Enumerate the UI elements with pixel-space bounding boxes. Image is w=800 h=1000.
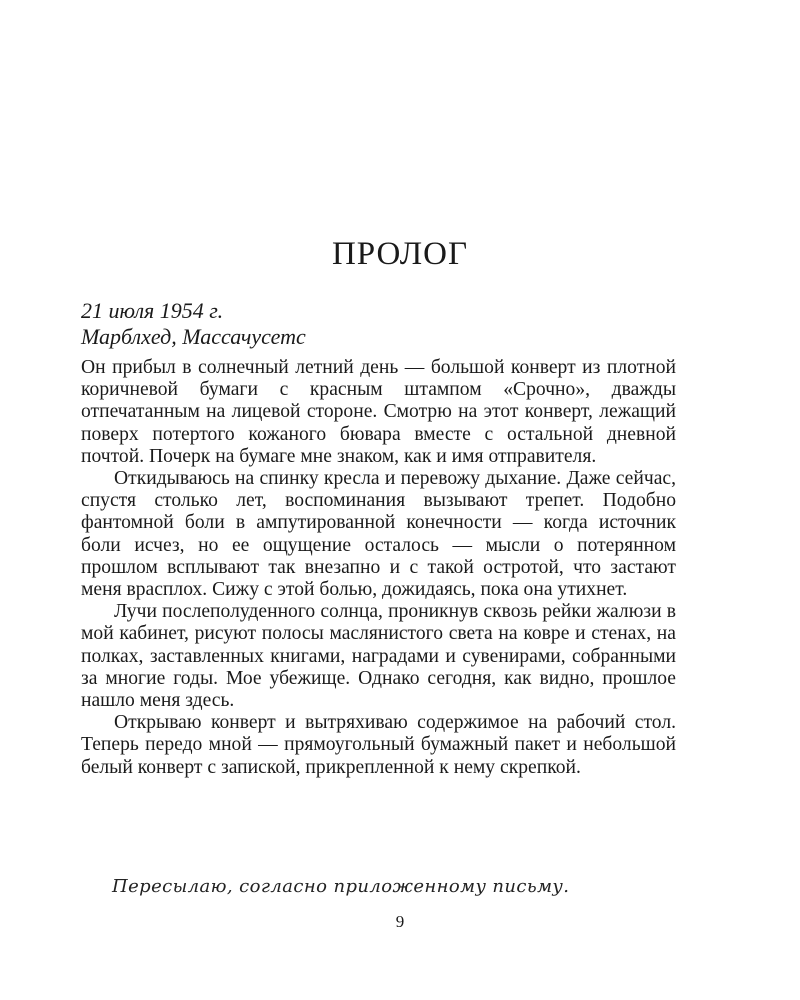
page-number: 9 [395, 912, 405, 931]
paragraph: Открываю конверт и вытряхиваю содержимое на рабочий стол. Теперь передо мной — прямоугольный бумажный пакет и небольшой белый конверт с запиской, прикрепленной к нему скрепкой. [81, 712, 676, 778]
body-text [81, 357, 676, 779]
handwritten-note: Пересылаю, согласно приложенному письму. [112, 876, 570, 897]
dateline-date: 21 июля 1954 г. [81, 298, 224, 323]
chapter-title: ПРОЛОГ [331, 236, 469, 272]
dateline [81, 298, 306, 350]
paragraph: Он прибыл в солнечный летний день — большой конверт из плотной коричневой бумаги с красным штампом «Срочно», дважды отпечатанным на лицевой стороне. Смотрю на этот конверт, лежащий поверх потертого кожаного бювара вместе с остальной дневной почтой. Почерк на бумаге мне знаком, как и имя отправителя. [81, 357, 676, 467]
paragraph: Откидываюсь на спинку кресла и перевожу дыхание. Даже сейчас, спустя столько лет, воспоминания вызывают трепет. Подобно фантомной боли в ампутированной конечности — когда источник боли исчез, но ее ощущение осталось — мысли о потерянном прошлом всплывают так внезапно и с такой остротой, что застают меня врасплох. Сижу с этой болью, дожидаясь, пока она утихнет. [81, 468, 676, 601]
paragraph: Лучи послеполуденного солнца, проникнув сквозь рейки жалюзи в мой кабинет, рисуют полосы маслянистого света на ковре и стенах, на полках, заставленных книгами, наградами и сувенирами, собранными за многие годы. Мое убежище. Однако сегодня, как видно, прошлое нашло меня здесь. [81, 601, 676, 712]
dateline-place: Марблхед, Массачусетс [81, 324, 306, 349]
